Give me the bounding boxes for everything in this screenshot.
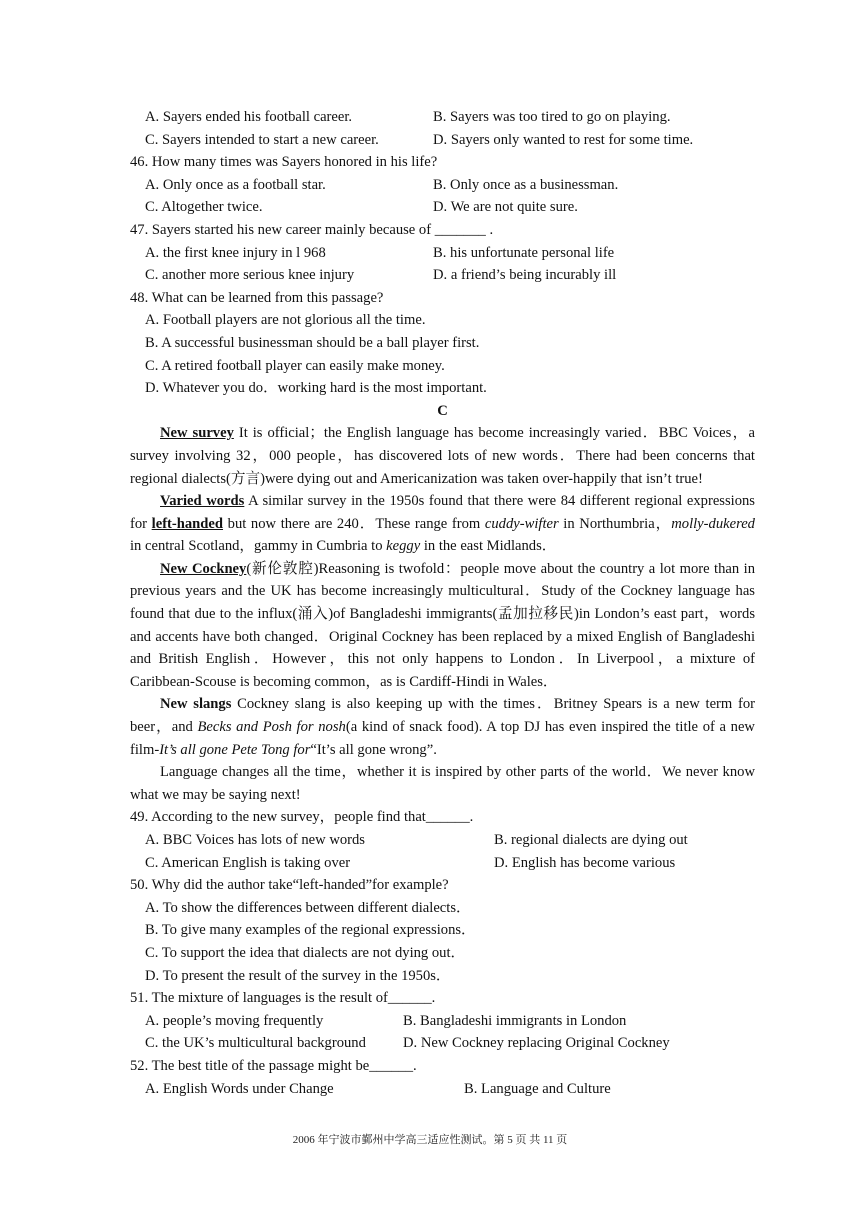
q49-stem: 49. According to the new survey，people find that______. xyxy=(130,809,474,826)
q47-option-d: D. a friend’s being incurably ill xyxy=(433,267,617,284)
q46-option-a: A. Only once as a football star. xyxy=(145,176,326,193)
film-title: It’s all gone Pete Tong for xyxy=(159,741,311,758)
paragraph-2-text-5: in the east Midlands． xyxy=(420,538,557,555)
q50-option-c: C. To support the idea that dialects are not dying out． xyxy=(145,944,466,961)
q48-stem: 48. What can be learned from this passage? xyxy=(130,289,384,306)
q49-options-row-1 xyxy=(130,829,755,852)
term-becks-and-posh: Becks and Posh for nosh xyxy=(197,719,346,736)
paragraph-lead-new-survey: New survey xyxy=(160,425,234,442)
q49-options-row-2 xyxy=(130,852,755,875)
term-molly-dukered: molly-dukered xyxy=(671,515,755,532)
q45-options-row-1 xyxy=(130,106,755,129)
q47-options-row-2 xyxy=(130,264,755,287)
paragraph-4-text-2: (a kind of snack food). A top DJ has even inspired the title of a new film- xyxy=(130,719,755,758)
paragraph-2-text-3: in Northumbria， xyxy=(558,515,672,532)
q48-option-a: A. Football players are not glorious all the time. xyxy=(145,312,426,329)
q51-stem: 51. The mixture of languages is the result of______. xyxy=(130,990,436,1007)
q51-option-a: A. people’s moving frequently xyxy=(145,1012,324,1029)
passage-paragraph-5: Language changes all the time，whether it is inspired by other parts of the world．We never know what we may be saying next! xyxy=(130,764,755,803)
q51-option-c: C. the UK’s multicultural background xyxy=(145,1035,366,1052)
passage-paragraph-4 xyxy=(130,693,755,761)
passage-paragraph-3 xyxy=(130,558,755,694)
q51-option-d: D. New Cockney replacing Original Cockney xyxy=(403,1035,670,1052)
section-heading: C xyxy=(437,402,448,419)
q50-option-a: A. To show the differences between different dialects． xyxy=(145,899,471,916)
q50-stem: 50. Why did the author take“left-handed”for example? xyxy=(130,877,449,894)
q46-option-d: D. We are not quite sure. xyxy=(433,199,578,216)
q49-option-b: B. regional dialects are dying out xyxy=(494,832,688,848)
paragraph-1-text: It is official；the English language has become increasingly varied．BBC Voices，a survey involving 32，000 people，has discovered lots of new words．There had been concerns that regional dialects(方言)were dying out and Americanization was taken over-happily that isn’t true! xyxy=(130,425,755,487)
paragraph-2-text-1: A similar survey in the 1950s found that there were 84 different regional expressions for xyxy=(130,493,755,532)
paragraph-4-text-1: Cockney slang is also keeping up with the times．Britney Spears is a new term for beer，and xyxy=(130,696,755,736)
q46-stem: 46. How many times was Sayers honored in his life? xyxy=(130,154,438,171)
q47-stem: 47. Sayers started his new career mainly because of _______ . xyxy=(130,221,494,238)
paragraph-2-text-2: but now there are 240．These range from xyxy=(223,515,485,532)
q51-options-row-1 xyxy=(130,1010,755,1033)
q49-option-c: C. American English is taking over xyxy=(145,854,351,871)
q51-options-row-2 xyxy=(130,1032,755,1055)
q48-option-d: D. Whatever you do．working hard is the most important. xyxy=(145,380,487,397)
passage-paragraph-1 xyxy=(130,422,755,490)
passage-paragraph-2 xyxy=(130,490,755,558)
q52-options-row-1 xyxy=(130,1078,755,1101)
q50-option-d: D. To present the result of the survey in the 1950s． xyxy=(145,967,451,984)
q48-option-b: B. A successful businessman should be a ball player first. xyxy=(145,334,480,351)
page-content xyxy=(130,106,755,1100)
q46-options-row-1 xyxy=(130,174,755,197)
term-cuddy-wifter: cuddy-wifter xyxy=(484,515,559,532)
term-keggy: keggy xyxy=(386,538,421,555)
q46-option-b: B. Only once as a businessman. xyxy=(433,176,619,193)
paragraph-4-text-3: “It’s all gone wrong”. xyxy=(310,741,437,758)
q46-option-c: C. Altogether twice. xyxy=(145,199,263,216)
q47-option-a: A. the first knee injury in l 968 xyxy=(145,244,326,261)
q49-option-a: A. BBC Voices has lots of new words xyxy=(145,832,365,848)
q48-option-c: C. A retired football player can easily make money. xyxy=(145,357,445,374)
q52-stem: 52. The best title of the passage might be______. xyxy=(130,1057,417,1074)
q45-options-row-2 xyxy=(130,129,755,152)
q47-option-c: C. another more serious knee injury xyxy=(145,267,355,284)
q50-option-b: B. To give many examples of the regional expressions． xyxy=(145,922,476,939)
paragraph-lead-varied-words: Varied words xyxy=(160,493,245,510)
paragraph-lead-new-cockney: New Cockney xyxy=(160,560,247,577)
q47-option-b: B. his unfortunate personal life xyxy=(433,244,615,261)
q52-option-b: B. Language and Culture xyxy=(464,1080,611,1097)
q49-option-d: D. English has become various xyxy=(494,854,676,871)
paragraph-lead-new-slangs: New slangs xyxy=(160,696,232,713)
q47-options-row-1 xyxy=(130,242,755,265)
q45-option-d: D. Sayers only wanted to rest for some time. xyxy=(433,131,694,148)
q51-option-b: B. Bangladeshi immigrants in London xyxy=(403,1012,627,1029)
paragraph-2-text-4: in central Scotland，gammy in Cumbria to xyxy=(130,538,387,555)
q45-option-a: A. Sayers ended his football career. xyxy=(145,109,353,125)
paragraph-3-text: (新伦敦腔)Reasoning is twofold：people move about the country a lot more than in previous years and the UK has become increasingly multicultural．Study of the Cockney language has found that due to the influx(涌入)of Bangladeshi immigrants(孟加拉移民)in London’s east part，words and accents have both changed．Original Cockney has been replaced by a mixed English of Bangladeshi and British English．However，this not only happens to London．In Liverpool，a mixture of Caribbean-Scouse is becoming common，as is Cardiff-Hindi in Wales． xyxy=(130,560,755,690)
q46-options-row-2 xyxy=(130,196,755,219)
q45-option-c: C. Sayers intended to start a new career. xyxy=(145,131,379,148)
term-left-handed: left-handed xyxy=(151,515,224,532)
q52-option-a: A. English Words under Change xyxy=(145,1080,334,1097)
q45-option-b: B. Sayers was too tired to go on playing. xyxy=(433,109,671,125)
page-footer: 2006 年宁波市鄞州中学高三适应性测试。第 5 页 共 11 页 xyxy=(292,1134,568,1146)
